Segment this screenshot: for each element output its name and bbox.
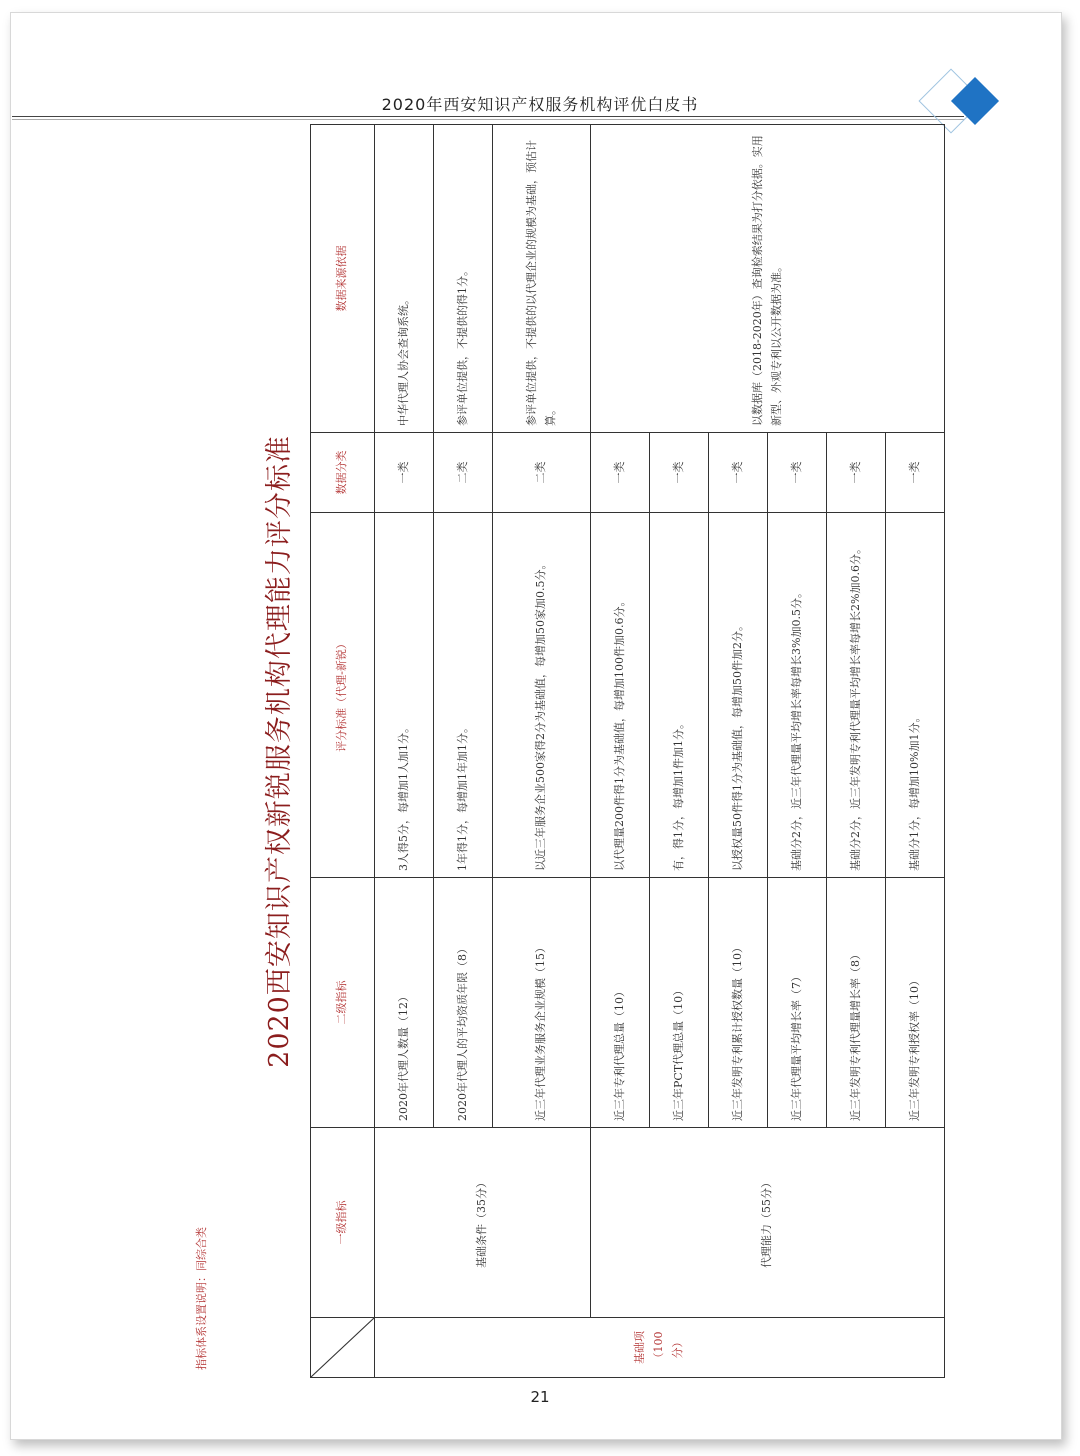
source-cell-merged: 以数据库（2018-2020年）查询检索结果为打分依据。实用新型、外观专利以公开数据为准。 <box>591 125 945 433</box>
standard-cell: 有，得1分，每增加1件加1分。 <box>650 513 709 878</box>
second-level-cell: 近三年PCT代理总量（10） <box>650 878 709 1128</box>
second-level-cell: 近三年代理量平均增长率（7） <box>768 878 827 1128</box>
table-row <box>591 125 650 1378</box>
table-row <box>375 125 434 1378</box>
second-level-cell: 近三年发明专利代理量增长率（8） <box>827 878 886 1128</box>
source-cell: 参评单位提供，不提供的以代理企业的规模为基础，预估计算。 <box>492 125 591 433</box>
header-title: 2020年西安知识产权服务机构评优白皮书 <box>381 95 699 114</box>
table-header-row <box>311 125 375 1378</box>
second-level-cell: 近三年代理业务服务企业规模（15） <box>492 878 591 1128</box>
second-level-cell: 2020年代理人的平均资质年限（8） <box>433 878 492 1128</box>
setup-note-text: 指标体系设置说明：同综合类 <box>195 1227 208 1370</box>
standard-cell: 基础分2分，近三年代理量平均增长率每增长3%加0.5分。 <box>768 513 827 878</box>
col-header-first-level: 一级指标 <box>311 1128 375 1318</box>
category-cell: 一类 <box>375 433 434 513</box>
scoring-table <box>310 124 945 1378</box>
standard-cell: 基础分1分，每增加10%加1分。 <box>886 513 945 878</box>
source-cell: 参评单位提供，不提供的得1分。 <box>433 125 492 433</box>
standard-cell: 3人得5分，每增加1人加1分。 <box>375 513 434 878</box>
standard-cell: 以代理量200件得1分为基础值，每增加100件加0.6分。 <box>591 513 650 878</box>
col-header-standard: 评分标准（代理-新锐） <box>311 513 375 878</box>
second-level-cell: 近三年发明专利累计授权数量（10） <box>709 878 768 1128</box>
standard-cell: 基础分2分，近三年发明专利代理量平均增长率每增长2%加0.6分。 <box>827 513 886 878</box>
col-header-second-level: 二级指标 <box>311 878 375 1128</box>
standard-cell: 以近三年服务企业500家得2分为基础值，每增加50家加0.5分。 <box>492 513 591 878</box>
source-cell: 中华代理人协会查询系统。 <box>375 125 434 433</box>
standard-cell: 1年得1分，每增加1年加1分。 <box>433 513 492 878</box>
page-number: 21 <box>530 1388 550 1406</box>
standard-cell: 以授权量50件得1分为基础值，每增加50件加2分。 <box>709 513 768 878</box>
col-header-source: 数据来源依据 <box>311 125 375 433</box>
main-title: 2020西安知识产权新锐服务机构代理能力评分标准 <box>264 435 295 1068</box>
diagonal-cell <box>311 1318 375 1378</box>
group-label-basic: 基础条件（35分） <box>375 1128 591 1318</box>
category-cell: 一类 <box>768 433 827 513</box>
col-header-category: 数据分类 <box>311 433 375 513</box>
category-cell: 一类 <box>650 433 709 513</box>
header-rule-thin <box>12 119 964 120</box>
category-cell: 一类 <box>591 433 650 513</box>
category-cell: 二类 <box>433 433 492 513</box>
second-level-cell: 近三年专利代理总量（10） <box>591 878 650 1128</box>
second-level-cell: 2020年代理人数量（12） <box>375 878 434 1128</box>
rotated-table-area <box>250 125 945 1378</box>
second-level-cell: 近三年发明专利授权率（10） <box>886 878 945 1128</box>
category-cell: 一类 <box>709 433 768 513</box>
category-cell: 一类 <box>827 433 886 513</box>
category-cell: 二类 <box>492 433 591 513</box>
category-cell: 一类 <box>886 433 945 513</box>
base-label: 基础项 （100分） <box>375 1318 945 1378</box>
header-rule <box>12 116 964 117</box>
group-label-agency: 代理能力（55分） <box>591 1128 945 1318</box>
